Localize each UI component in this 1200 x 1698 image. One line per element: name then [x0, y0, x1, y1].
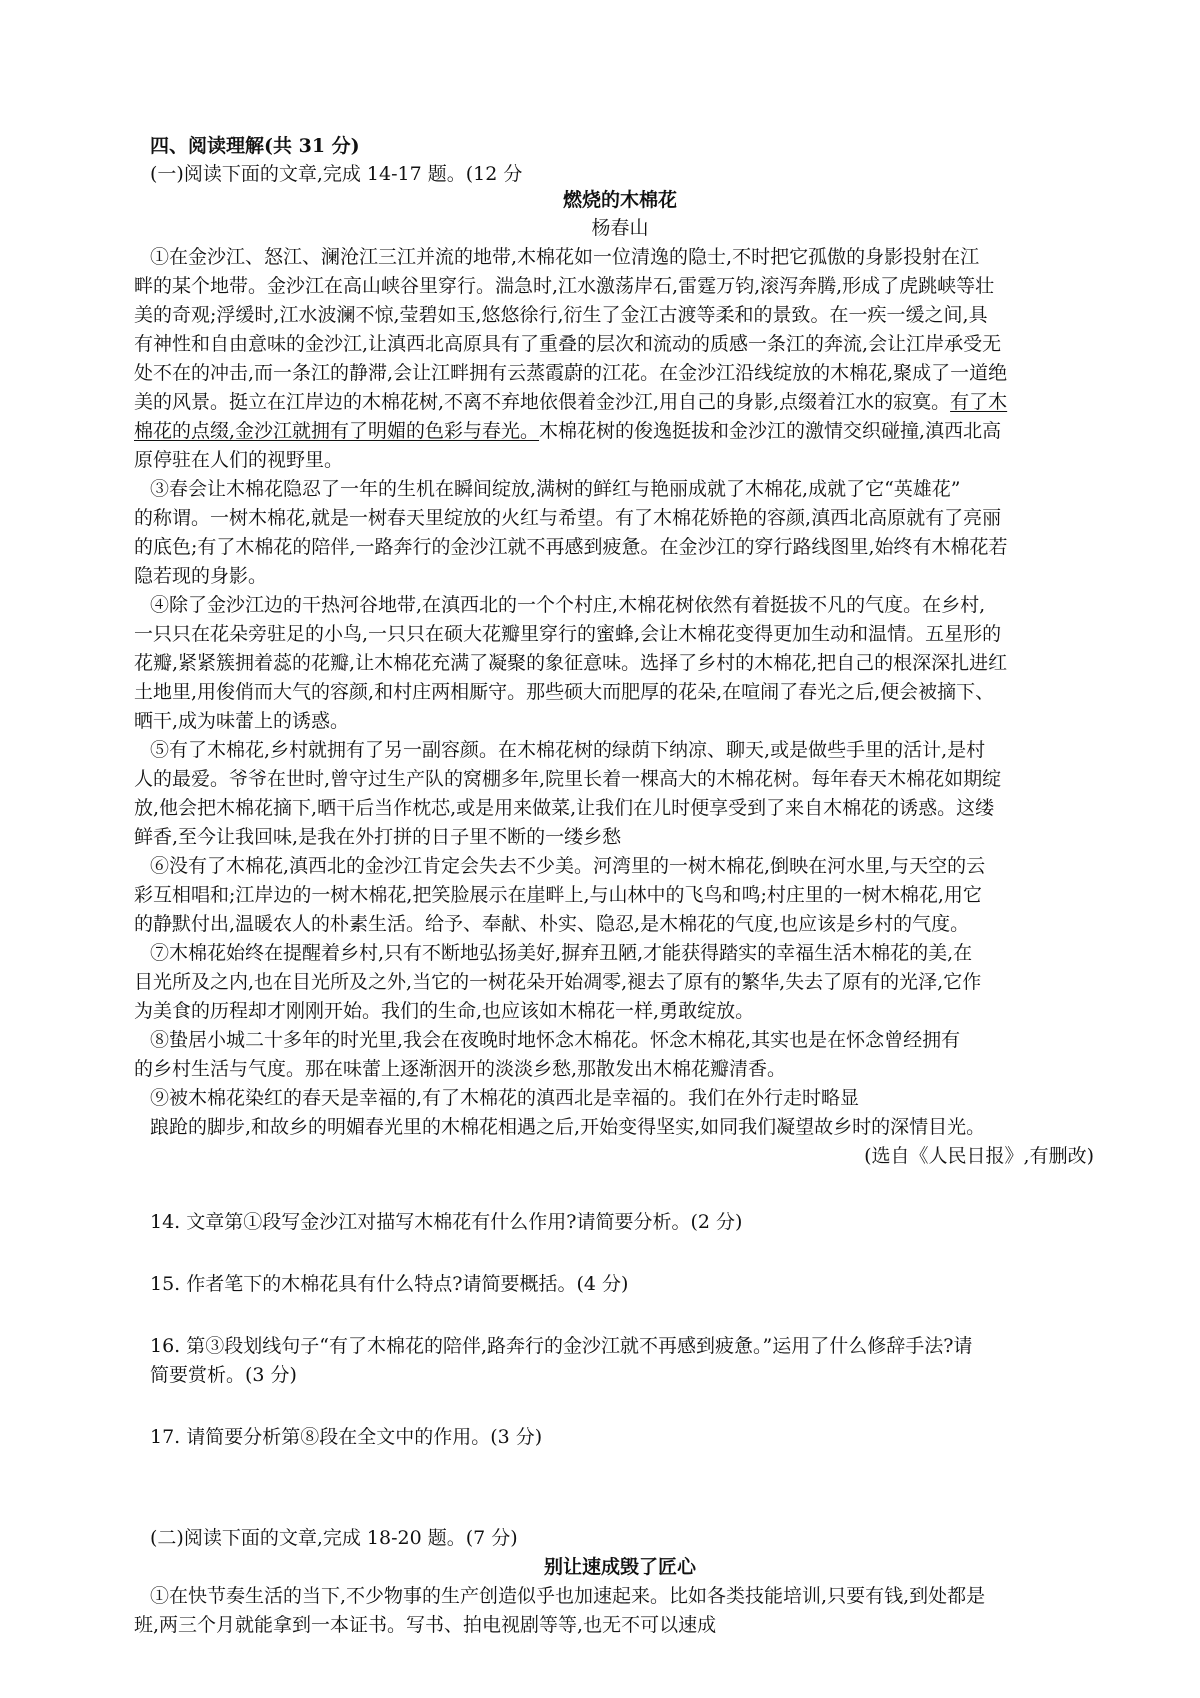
paragraph-line: ⑧蛰居小城二十多年的时光里,我会在夜晚时地怀念木棉花。怀念木棉花,其实也是在怀念曾经拥有: [150, 1029, 961, 1051]
paragraph-line: 班,两三个月就能拿到一本证书。写书、拍电视剧等等,也无不可以速成: [134, 1614, 717, 1636]
paragraph-line: ⑨被木棉花染红的春天是幸福的,有了木棉花的滇西北是幸福的。我们在外行走时略显: [150, 1087, 860, 1109]
section-heading: 四、阅读理解(共 31 分): [150, 135, 360, 157]
paragraph-line: ④除了金沙江边的干热河谷地带,在滇西北的一个个村庄,木棉花树依然有着挺拔不凡的气度。在乡村,: [150, 594, 986, 616]
paragraph-line: 处不在的冲击,而一条江的静滞,会让江畔拥有云蒸霞蔚的江花。在金沙江沿线绽放的木棉花,聚成了一道绝: [134, 362, 1008, 384]
underlined-sentence-end: 棉花的点缀,金沙江就拥有了明媚的色彩与春光。: [134, 420, 540, 442]
question-15: 15. 作者笔下的木棉花具有什么特点?请简要概括。(4 分): [150, 1273, 629, 1295]
paragraph-line: ⑦木棉花始终在提醒着乡村,只有不断地弘扬美好,摒弃丑陋,才能获得踏实的幸福生活木棉花的美,在: [150, 942, 973, 964]
paragraph-line: 土地里,用俊俏而大气的容颜,和村庄两相厮守。那些硕大而肥厚的花朵,在喧闹了春光之后,便会被摘下、: [134, 681, 995, 703]
paragraph-line: ①在快节奏生活的当下,不少物事的生产创造似乎也加速起来。比如各类技能培训,只要有钱,到处都是: [150, 1585, 986, 1607]
paragraph-line: 晒干,成为味蕾上的诱惑。: [134, 710, 350, 732]
part1-intro: (一)阅读下面的文章,完成 14-17 题。(12 分: [150, 163, 523, 185]
paragraph-line: 目光所及之内,也在目光所及之外,当它的一树花朵开始凋零,褪去了原有的繁华,失去了原有的光泽,它作: [134, 971, 982, 993]
paragraph-line: ⑥没有了木棉花,滇西北的金沙江肯定会失去不少美。河湾里的一树木棉花,倒映在河水里,与天空的云: [150, 855, 986, 877]
paragraph-line: 彩互相唱和;江岸边的一树木棉花,把笑脸展示在崖畔上,与山林中的飞鸟和鸣;村庄里的一树木棉花,用它: [134, 884, 982, 906]
paragraph-line: 花瓣,紧紧簇拥着蕊的花瓣,让木棉花充满了凝聚的象征意味。选择了乡村的木棉花,把自己的根深深扎进红: [134, 652, 1008, 674]
part2-intro: (二)阅读下面的文章,完成 18-20 题。(7 分): [150, 1527, 518, 1549]
paragraph-line: 隐若现的身影。: [134, 565, 268, 587]
underlined-sentence-start: 有了木: [950, 391, 1008, 413]
paragraph-text: 木棉花树的俊逸挺拔和金沙江的激情交织碰撞,滇西北高: [539, 420, 1002, 442]
paragraph-line: ⑤有了木棉花,乡村就拥有了另一副容颜。在木棉花树的绿荫下纳凉、聊天,或是做些手里的活计,是村: [150, 739, 986, 761]
paragraph-text: 美的风景。挺立在江岸边的木棉花树,不离不弃地依偎着金沙江,用自己的身影,点缀着江水的寂寞。: [134, 391, 951, 413]
question-14: 14. 文章第①段写金沙江对描写木棉花有什么作用?请简要分析。(2 分): [150, 1211, 743, 1233]
paragraph-line: 人的最爱。爷爷在世时,曾守过生产队的窝棚多年,院里长着一棵高大的木棉花树。每年春天木棉花如期绽: [134, 768, 1002, 790]
paragraph-line: 的称谓。一树木棉花,就是一树春天里绽放的火红与希望。有了木棉花娇艳的容颜,滇西北高原就有了亮丽: [134, 507, 1002, 529]
paragraph-line: 放,他会把木棉花摘下,晒干后当作枕芯,或是用来做菜,让我们在儿时便享受到了来自木棉花的诱惑。这缕: [134, 797, 995, 819]
article-source: (选自《人民日报》,有删改): [864, 1145, 1094, 1167]
paragraph-line: 为美食的历程却才刚刚开始。我们的生命,也应该如木棉花一样,勇敢绽放。: [134, 1000, 755, 1022]
question-16-cont: 简要赏析。(3 分): [150, 1364, 297, 1386]
question-16: 16. 第③段划线句子“有了木棉花的陪伴,路奔行的金沙江就不再感到疲惫。”运用了什么修辞手法?请: [150, 1335, 973, 1357]
paragraph-line: 的静默付出,温暖农人的朴素生活。给予、奉献、朴实、隐忍,是木棉花的气度,也应该是乡村的气度。: [134, 913, 970, 935]
paragraph-line: 美的奇观;浮缓时,江水波澜不惊,莹碧如玉,悠悠徐行,衍生了金江古渡等柔和的景致。在一疾一缓之间,具: [134, 304, 988, 326]
paragraph-line: 的乡村生活与气度。那在味蕾上逐渐洇开的淡淡乡愁,那散发出木棉花瓣清香。: [134, 1058, 787, 1080]
paragraph-line: 原停驻在人们的视野里。: [134, 449, 344, 471]
article1-author: 杨春山: [591, 217, 649, 239]
paragraph-line: 鲜香,至今让我回味,是我在外打拼的日子里不断的一缕乡愁: [134, 826, 622, 848]
paragraph-line: 有神性和自由意味的金沙江,让滇西北高原具有了重叠的层次和流动的质感一条江的奔流,会让江岸承受无: [134, 333, 1002, 355]
paragraph-line: ①在金沙江、怒江、澜沧江三江并流的地带,木棉花如一位清逸的隐士,不时把它孤傲的身影投射在江: [150, 246, 980, 268]
paragraph-line: 一只只在花朵旁驻足的小鸟,一只只在硕大花瓣里穿行的蜜蜂,会让木棉花变得更加生动和温情。五星形的: [134, 623, 1002, 645]
question-17: 17. 请简要分析第⑧段在全文中的作用。(3 分): [150, 1426, 543, 1448]
paragraph-line: 踉跄的脚步,和故乡的明媚春光里的木棉花相遇之后,开始变得坚实,如同我们凝望故乡时的深情目光。: [150, 1116, 986, 1138]
article2-title: 别让速成毁了匠心: [543, 1556, 696, 1578]
paragraph-line: 畔的某个地带。金沙江在高山峡谷里穿行。湍急时,江水激荡岸石,雷霆万钧,滚泻奔腾,形成了虎跳峡等壮: [134, 275, 995, 297]
paragraph-line: 的底色;有了木棉花的陪伴,一路奔行的金沙江就不再感到疲惫。在金沙江的穿行路线图里,始终有木棉花若: [134, 536, 1008, 558]
paragraph-line: ③春会让木棉花隐忍了一年的生机在瞬间绽放,满树的鲜红与艳丽成就了木棉花,成就了它“英雄花”: [150, 478, 961, 500]
article1-title: 燃烧的木棉花: [562, 189, 677, 211]
